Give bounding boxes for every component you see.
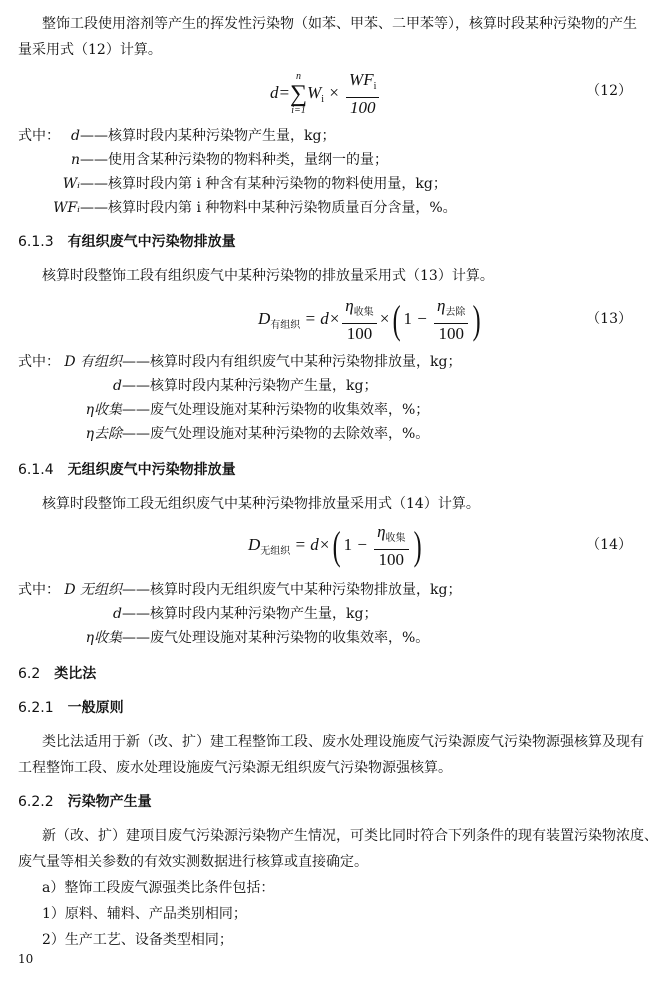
sum-symbol: n ∑ i=1 <box>289 71 308 116</box>
list-item-a: a）整饰工段废气源强类比条件包括： <box>42 880 275 896</box>
eq12-lhs: d <box>270 82 279 102</box>
section-heading-6-2-1: 6.2.1 一般原则 <box>18 700 124 716</box>
section-heading-6-1-3: 6.1.3 有组织废气中污染物排放量 <box>18 234 236 250</box>
list-item-2: 2）生产工艺、设备类型相同； <box>42 932 233 948</box>
eq12-fraction <box>346 70 379 118</box>
eq14-lhs: D <box>248 534 261 554</box>
equation-number-12: （12） <box>586 83 632 99</box>
defs12-item: d——核算时段内某种污染物产生量，kg； <box>71 128 336 144</box>
page-number: 10 <box>18 952 34 966</box>
eq12-w: W <box>307 82 322 102</box>
eq13-d: d <box>320 308 329 328</box>
section-6-2-1-line-1: 类比法适用于新（改、扩）建工程整饰工段、废水处理设施废气污染源废气污染物源强核算及现有 <box>42 734 644 750</box>
section-6-2-1-line-2: 工程整饰工段、废水处理设施废气污染源无组织废气污染物源强核算。 <box>18 760 452 776</box>
eq14-lhs-sub: 无组织 <box>260 545 291 557</box>
defs12-item: n——使用含某种污染物的物料种类，量纲一的量； <box>70 152 388 168</box>
eq14-one: 1 <box>343 534 353 554</box>
equation-12: d= n ∑ i=1 $W_i$ × $\frac{WF_i}{100}$ <box>270 70 381 118</box>
eq13-lhs-sub: 有组织 <box>270 319 301 331</box>
intro-line-2: 量采用式（12）计算。 <box>18 42 162 58</box>
defs13-item: d——核算时段内某种污染物产生量，kg； <box>113 378 378 394</box>
section-6-2-2-line-2: 废气量等相关参数的有效实测数据进行核算或直接确定。 <box>18 854 368 870</box>
section-6-1-4-text: 核算时段整饰工段无组织废气中某种污染物排放量采用式（14）计算。 <box>42 496 480 512</box>
eq12-wf: WF <box>349 70 374 89</box>
eq13-fraction-1: $\frac{\eta_{收集}}{100}$ <box>342 296 376 344</box>
eq13-one: 1 <box>403 308 412 328</box>
sum-upper-limit: n <box>296 71 302 82</box>
sum-lower-limit: i=1 <box>291 105 306 116</box>
section-heading-6-2-2: 6.2.2 污染物产生量 <box>18 794 152 810</box>
defs13-item: D 有组织——核算时段内有组织废气中某种污染物排放量，kg； <box>64 354 462 370</box>
eq14-d: d <box>310 534 319 554</box>
defs13-item: η收集——废气处理设施对某种污染物的收集效率，%； <box>85 402 430 418</box>
equation-14: $D_{无组织} = d\times$( 1 − $\frac{\eta_{收集}}{100}$ ) <box>248 522 422 569</box>
list-item-1: 1）原料、辅料、产品类别相同； <box>42 906 247 922</box>
equation-number-14: （14） <box>586 537 632 553</box>
defs12-item: Wᵢ——核算时段内第 i 种含有某种污染物的物料使用量，kg； <box>62 176 447 192</box>
defs14-item: D 无组织——核算时段内无组织废气中某种污染物排放量，kg； <box>64 582 462 598</box>
eq13-fraction-2: $\frac{\eta_{去除}}{100}$ <box>434 296 468 344</box>
section-6-2-2-line-1: 新（改、扩）建项目废气污染源污染物产生情况，可类比同时符合下列条件的现有装置污染物浓度、 <box>42 828 658 844</box>
equation-number-13: （13） <box>586 311 632 327</box>
eq12-w-sub: i <box>321 93 325 105</box>
equation-13: $D_{有组织} = d\times$ $\frac{\eta_{收集}}{100}$ ×( 1 − $\frac{\eta_{去除}}{100}$ ) <box>258 296 482 343</box>
section-heading-6-2: 6.2 类比法 <box>18 666 97 682</box>
defs14-lead: 式中： <box>18 582 60 598</box>
section-6-1-3-text: 核算时段整饰工段有组织废气中某种污染物的排放量采用式（13）计算。 <box>42 268 494 284</box>
section-heading-6-1-4: 6.1.4 无组织废气中污染物排放量 <box>18 462 236 478</box>
defs13-item: η去除——废气处理设施对某种污染物的去除效率，%。 <box>85 426 430 442</box>
defs14-item: η收集——废气处理设施对某种污染物的收集效率，%。 <box>85 630 430 646</box>
eq12-wf-sub: i <box>373 81 377 92</box>
defs12-item: WFᵢ——核算时段内第 i 种物料中某种污染物质量百分含量，%。 <box>53 200 457 216</box>
defs14-item: d——核算时段内某种污染物产生量，kg； <box>113 606 378 622</box>
defs12-lead: 式中： <box>18 128 60 144</box>
eq13-lhs: D <box>258 308 271 328</box>
eq14-fraction: $\frac{\eta_{收集}}{100}$ <box>374 522 408 570</box>
eq12-denominator: 100 <box>349 98 376 117</box>
intro-line-1: 整饰工段使用溶剂等产生的挥发性污染物（如苯、甲苯、二甲苯等），核算时段某种污染物的产生 <box>42 16 637 32</box>
defs13-lead: 式中： <box>18 354 60 370</box>
